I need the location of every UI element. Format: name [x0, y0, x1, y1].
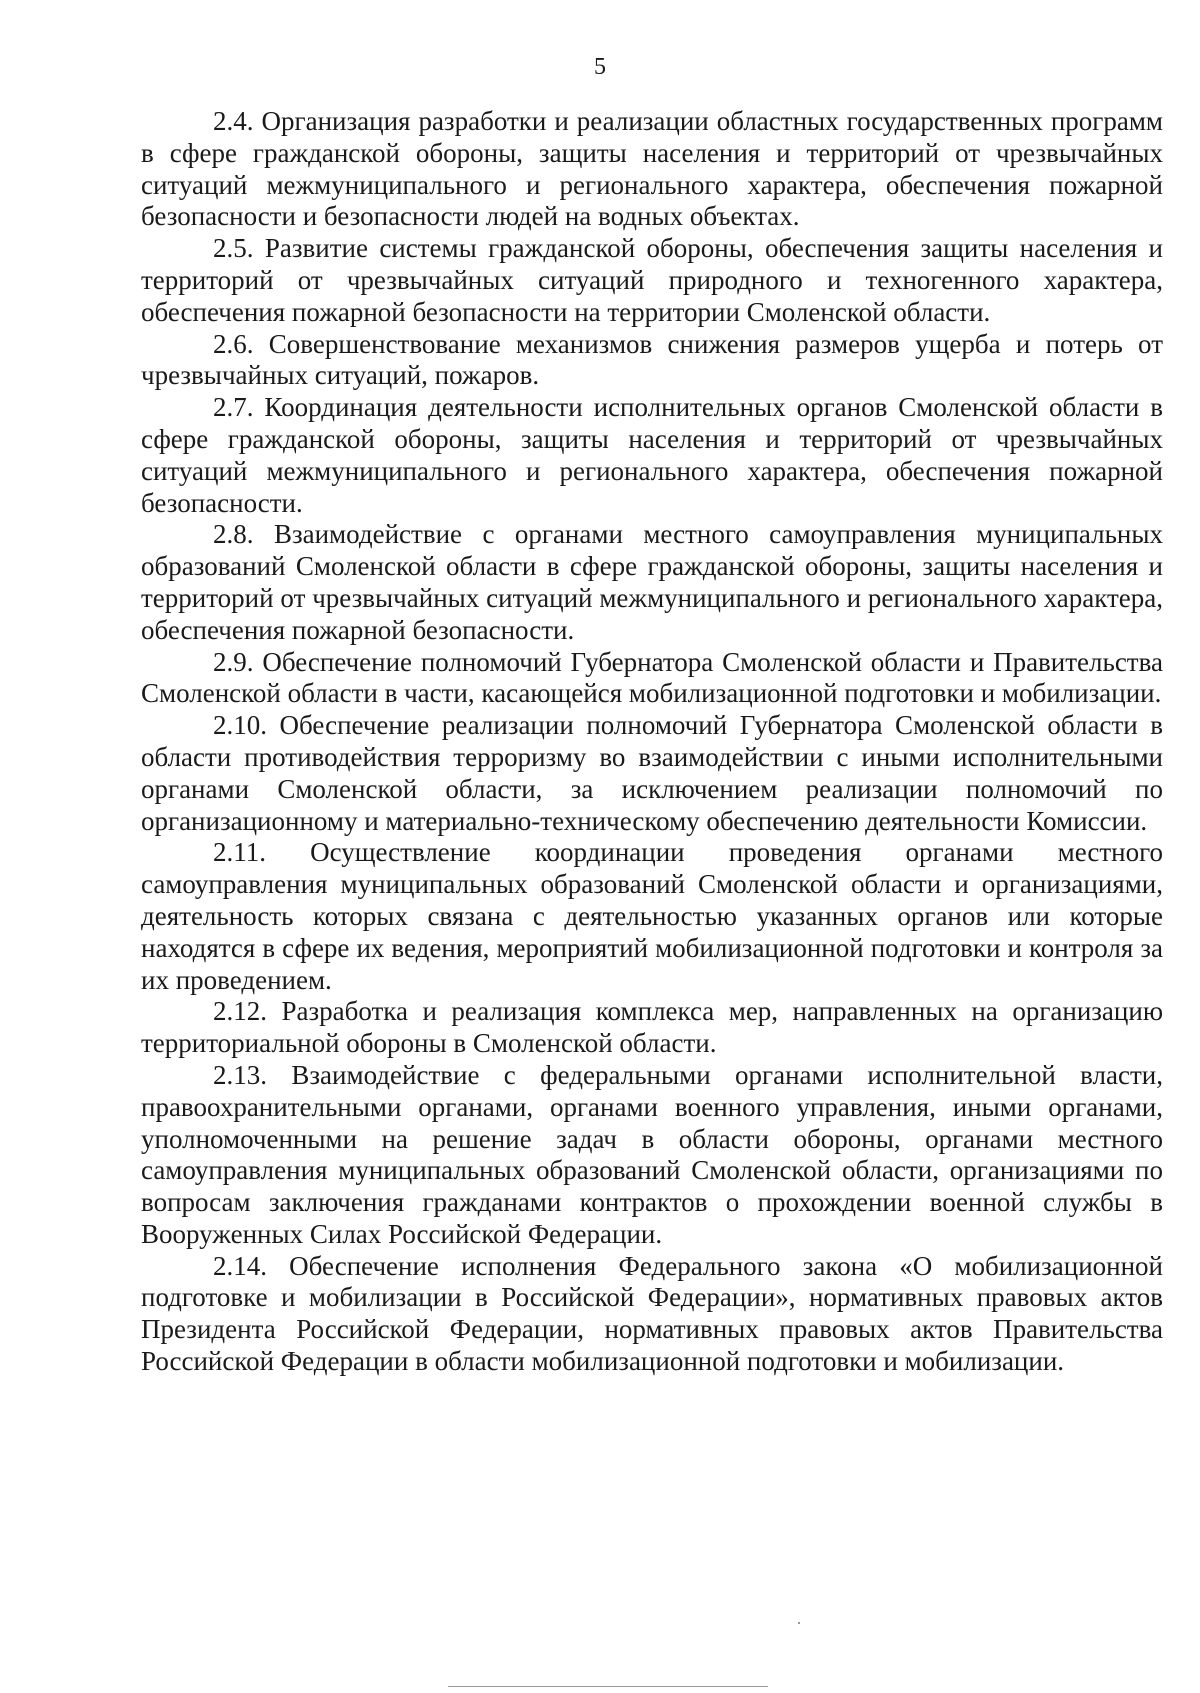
- paragraph-2-10: 2.10. Обеспечение реализации полномочий Губернатора Смоленской области в области противодействия терроризму во взаимодействии с иными исполнительными органами Смоленской области, за исключением реализации полномочий по организационному и материально-техническому обеспечению деятельности Комиссии.: [141, 710, 1163, 836]
- paragraph-2-13: 2.13. Взаимодействие с федеральными органами исполнительной власти, правоохранительными органами, органами военного управления, иными органами, уполномоченными на решение задач в области обороны, органами местного самоуправления муниципальных образований Смоленской области, организациями по вопросам заключения гражданами контрактов о прохождении военной службы в Вооруженных Силах Российской Федерации.: [141, 1059, 1163, 1249]
- footer-line: [448, 1686, 768, 1687]
- page-number: 5: [594, 54, 606, 80]
- paragraph-2-7: 2.7. Координация деятельности исполнительных органов Смоленской области в сфере гражданской обороны, защиты населения и территорий от чрезвычайных ситуаций межмуниципального и регионального характера, обеспечения пожарной безопасности.: [141, 392, 1163, 518]
- scan-artifact-dot: [798, 1622, 800, 1624]
- paragraph-2-4: 2.4. Организация разработки и реализации областных государственных программ в сфере гражданской обороны, защиты населения и территорий от чрезвычайных ситуаций межмуниципального и регионального характера, обеспечения пожарной безопасности и безопасности людей на водных объектах.: [141, 106, 1163, 232]
- paragraph-2-12: 2.12. Разработка и реализация комплекса мер, направленных на организацию территориальной обороны в Смоленской области.: [141, 996, 1163, 1059]
- paragraph-2-5: 2.5. Развитие системы гражданской обороны, обеспечения защиты населения и территорий от чрезвычайных ситуаций природного и техногенного характера, обеспечения пожарной безопасности на территории Смоленской области.: [141, 233, 1163, 327]
- paragraph-2-9: 2.9. Обеспечение полномочий Губернатора Смоленской области и Правительства Смоленской области в части, касающейся мобилизационной подготовки и мобилизации.: [141, 646, 1163, 709]
- paragraph-2-14: 2.14. Обеспечение исполнения Федерального закона «О мобилизационной подготовке и мобилизации в Российской Федерации», нормативных правовых актов Президента Российской Федерации, нормативных правовых актов Правительства Российской Федерации в области мобилизационной подготовки и мобилизации.: [141, 1250, 1163, 1377]
- document-body: [141, 106, 1163, 1378]
- paragraph-2-6: 2.6. Совершенствование механизмов снижения размеров ущерба и потерь от чрезвычайных ситуаций, пожаров.: [141, 328, 1163, 391]
- paragraph-2-8: 2.8. Взаимодействие с органами местного самоуправления муниципальных образований Смоленской области в сфере гражданской обороны, защиты населения и территорий от чрезвычайных ситуаций межмуниципального и регионального характера, обеспечения пожарной безопасности.: [141, 519, 1163, 645]
- paragraph-2-11: 2.11. Осуществление координации проведения органами местного самоуправления муниципальных образований Смоленской области и организациями, деятельность которых связана с деятельностью указанных органов или которые находятся в сфере их ведения, мероприятий мобилизационной подготовки и контроля за их проведением.: [141, 837, 1163, 995]
